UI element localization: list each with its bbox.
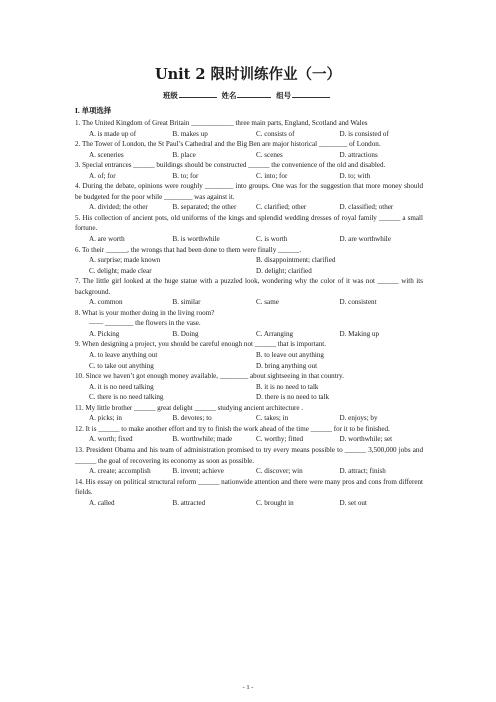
question-item: [75, 160, 423, 181]
options-row: [75, 329, 423, 340]
answer-option: D. attractions: [339, 150, 378, 159]
options-row: [75, 297, 423, 308]
answer-option: C. delight; made clear: [89, 266, 152, 275]
question-item: [75, 403, 423, 424]
group-blank: [292, 91, 330, 98]
options-row: [75, 350, 423, 361]
answer-option: D. attract; finish: [339, 467, 386, 476]
options-row: [75, 413, 423, 424]
options-row: [75, 434, 423, 445]
answer-option: B. it is no need to talk: [256, 382, 319, 391]
options-row: [75, 150, 423, 161]
question-stem: 3. Special entrances ______ buildings should be constructed ______ the convenience of the old and disabled.: [75, 161, 386, 170]
question-item: [75, 245, 423, 277]
answer-option: C. same: [256, 298, 279, 307]
answer-option: C. Arranging: [256, 329, 294, 338]
question-stem: 10. Since we haven’t got enough money available, ________ about sightseeing in that country.: [75, 372, 344, 381]
options-row: [75, 129, 423, 140]
question-item: [75, 139, 423, 160]
answer-option: A. Picking: [89, 329, 120, 338]
options-row: [75, 392, 423, 403]
answer-option: D. is consisted of: [339, 129, 389, 138]
answer-option: B. to leave out anything: [256, 351, 324, 360]
question-stem: 1. The United Kingdom of Great Britain ____________ three main parts, England, Scotland and Wales: [75, 119, 368, 127]
answer-option: C. scenes: [256, 150, 283, 159]
answer-option: A. common: [89, 298, 123, 307]
options-row: [75, 202, 423, 213]
answer-option: B. place: [172, 150, 196, 159]
options-row: [75, 234, 423, 245]
question-item: [75, 181, 423, 213]
answer-option: A. create; accomplish: [89, 467, 151, 476]
question-stem: 5. His collection of ancient pots, old uniforms of the kings and splendid wedding dresses of royal family ______ a small fortune.: [75, 213, 423, 233]
question-item: [75, 276, 423, 308]
answer-option: C. consists of: [256, 129, 295, 138]
section-heading: I. 单项选择: [75, 106, 112, 115]
question-stem: 13. President Obama and his team of administration promised to try every means possible to ______ 3,500,000 jobs and ______ the goal of recovering its economy as soon as possible.: [75, 445, 423, 465]
question-stem: 12. It is ______ to make another effort and try to finish the work ahead of the time ______ for it to be finished.: [75, 424, 390, 433]
answer-option: A. is made up of: [89, 129, 137, 138]
answer-option: D. enjoys; by: [339, 414, 378, 423]
page-title: Unit 2 限时训练作业（一）: [154, 66, 342, 83]
options-row: [75, 361, 423, 372]
answer-option: D. set out: [339, 498, 367, 507]
answer-option: D. to; with: [339, 171, 371, 180]
options-row: [75, 382, 423, 393]
answer-option: A. picks; in: [89, 414, 122, 423]
answer-option: C. clarified; other: [256, 203, 307, 212]
answer-option: D. worthwhile; set: [339, 435, 393, 444]
answer-option: B. to; for: [172, 171, 199, 180]
answer-option: B. invent; achieve: [172, 467, 224, 476]
answer-option: D. consistent: [339, 298, 377, 307]
question-stem: 9. When designing a project, you should be careful enough not ______ that is important.: [75, 340, 327, 349]
answer-option: D. Making up: [339, 329, 380, 338]
answer-option: B. disappointment; clarified: [256, 256, 336, 265]
answer-option: D. classified; other: [339, 203, 394, 212]
answer-option: A. sceneries: [89, 150, 124, 159]
question-stem: 8. What is your mother doing in the living room?: [75, 308, 215, 317]
answer-option: D. are worthwhile: [339, 235, 391, 244]
class-label: 班级: [162, 91, 178, 100]
question-stem: —— ________ the flowers in the vase.: [89, 319, 201, 328]
answer-option: A. worth; fixed: [89, 435, 133, 444]
name-label: 姓名: [221, 91, 237, 100]
question-item: [75, 477, 423, 509]
question-item: [75, 371, 423, 403]
question-item: [75, 213, 423, 245]
answer-option: A. called: [89, 498, 115, 507]
answer-option: C. discover; win: [256, 467, 303, 476]
question-stem: 7. The little girl looked at the huge statue with a puzzled look, wondering why the color of it was not ______ with its background.: [75, 277, 423, 296]
answer-option: B. similar: [172, 298, 201, 307]
class-blank: [179, 91, 217, 98]
answer-option: A. surprise; made known: [89, 256, 161, 265]
answer-option: B. attracted: [172, 498, 206, 507]
answer-option: D. delight; clarified: [256, 266, 312, 275]
group-label: 组号: [276, 91, 292, 100]
name-blank: [237, 91, 271, 98]
answer-option: A. divided; the other: [89, 203, 148, 212]
options-row: [75, 171, 423, 182]
student-info-fields: [0, 90, 496, 101]
question-item: [75, 339, 423, 371]
options-row: [75, 466, 423, 477]
question-stem: 6. To their ______, the wrongs that had been done to them were finally ______.: [75, 245, 302, 254]
answer-option: B. makes up: [172, 129, 208, 138]
question-stem: 11. My little brother ______ great delight ______ studying ancient architecture .: [75, 403, 304, 412]
question-stem: 2. The Tower of London, the St Paul’s Cathedral and the Big Ben are major historical ________ of London.: [75, 140, 381, 149]
question-item: [75, 424, 423, 445]
question-list: [75, 118, 423, 508]
question-stem: 14. His essay on political structural reform ______ nationwide attention and there were many pros and cons from different fields.: [75, 477, 423, 497]
answer-option: A. to leave anything out: [89, 351, 158, 360]
question-item: [75, 118, 423, 139]
answer-option: B. devotes; to: [172, 414, 212, 423]
answer-option: C. to take out anything: [89, 361, 154, 370]
answer-option: C. takes; in: [256, 414, 289, 423]
answer-option: B. Doing: [172, 329, 199, 338]
question-item: [75, 445, 423, 477]
answer-option: C. into; for: [256, 171, 288, 180]
answer-option: C. there is no need talking: [89, 393, 164, 402]
answer-option: A. are worth: [89, 235, 125, 244]
answer-option: B. separated; the other: [172, 203, 237, 212]
answer-option: B. is worthwhile: [172, 235, 220, 244]
answer-option: C. worthy; fitted: [256, 435, 304, 444]
answer-option: C. is worth: [256, 235, 288, 244]
options-row: [75, 266, 423, 277]
page-number: - 1 -: [242, 684, 254, 691]
answer-option: A. of; for: [89, 171, 116, 180]
answer-option: A. it is no need talking: [89, 382, 154, 391]
options-row: [75, 498, 423, 509]
question-stem: 4. During the debate, opinions were roughly ________ into groups. One was for the suggestion that more money should be budgeted for the poor while ________ was against it.: [75, 182, 423, 201]
options-row: [75, 255, 423, 266]
question-item: [75, 308, 423, 340]
answer-option: C. brought in: [256, 498, 294, 507]
answer-option: D. bring anything out: [256, 361, 318, 370]
answer-option: D. there is no need to talk: [256, 393, 330, 402]
answer-option: B. worthwhile; made: [172, 435, 233, 444]
